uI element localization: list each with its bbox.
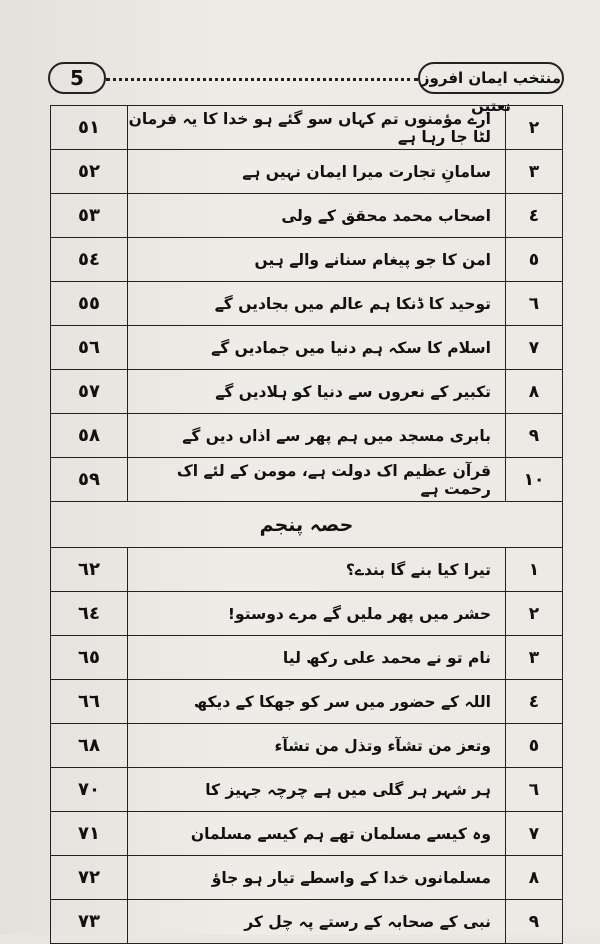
entry-title: اسلام کا سکہ ہم دنیا میں جمادیں گے (128, 326, 506, 370)
page-ref: ٥٨ (51, 414, 128, 458)
section-row (51, 502, 563, 548)
entry-title: اصحاب محمد محقق کے ولی (128, 194, 506, 238)
page-ref: ٥١ (51, 106, 128, 150)
header-dotted-line (106, 78, 418, 81)
page-ref: ٧٠ (51, 768, 128, 812)
contents-row (51, 370, 563, 414)
entry-title: بابری مسجد میں ہم پھر سے اذاں دیں گے (128, 414, 506, 458)
entry-index: ٦ (506, 282, 563, 326)
contents-table (50, 105, 563, 944)
page-ref: ٦٤ (51, 592, 128, 636)
page-ref: ٥٥ (51, 282, 128, 326)
entry-title: توحید کا ڈنکا ہم عالم میں بجادیں گے (128, 282, 506, 326)
page-ref: ٥٢ (51, 150, 128, 194)
contents-row (51, 238, 563, 282)
entry-index: ٥ (506, 238, 563, 282)
entry-title: وہ کیسے مسلمان تھے ہم کیسے مسلمان (128, 812, 506, 856)
page-ref: ٥٦ (51, 326, 128, 370)
entry-index: ٩ (506, 414, 563, 458)
contents-row (51, 636, 563, 680)
entry-title: اللہ کے حضور میں سر کو جھکا کے دیکھ (128, 680, 506, 724)
entry-index: ٢ (506, 106, 563, 150)
entry-index: ٤ (506, 680, 563, 724)
entry-index: ٩ (506, 900, 563, 944)
contents-row (51, 724, 563, 768)
entry-title: امن کا جو پیغام سنانے والے ہیں (128, 238, 506, 282)
entry-title: وتعز من تشآء وتذل من تشآء (128, 724, 506, 768)
page-ref: ٧١ (51, 812, 128, 856)
page-ref: ٧٣ (51, 900, 128, 944)
entry-index: ٤ (506, 194, 563, 238)
entry-index: ٢ (506, 592, 563, 636)
entry-index: ٥ (506, 724, 563, 768)
entry-index: ٨ (506, 370, 563, 414)
contents-row (51, 592, 563, 636)
contents-row (51, 106, 563, 150)
page-ref: ٥٤ (51, 238, 128, 282)
contents-row (51, 856, 563, 900)
entry-title: نام تو نے محمد علی رکھ لیا (128, 636, 506, 680)
entry-index: ١ (506, 548, 563, 592)
entry-index: ٦ (506, 768, 563, 812)
entry-title: سامانِ تجارت میرا ایمان نہیں ہے (128, 150, 506, 194)
contents-row (51, 150, 563, 194)
entry-title: قرآن عظیم اک دولت ہے، مومن کے لئے اک رحمت ہے (128, 458, 506, 502)
contents-row (51, 900, 563, 944)
contents-row (51, 548, 563, 592)
entry-title: ارے مؤمنوں تم کہاں سو گئے ہو خدا کا یہ فرمان لٹا جا رہا ہے (128, 106, 506, 150)
page-ref: ٦٢ (51, 548, 128, 592)
page-number: 5 (48, 62, 106, 94)
section-heading: حصہ پنجم (51, 502, 563, 548)
entry-title: ہر شہر ہر گلی میں ہے چرچہ جہیز کا (128, 768, 506, 812)
page-ref: ٥٧ (51, 370, 128, 414)
page-ref: ٦٦ (51, 680, 128, 724)
contents-row (51, 680, 563, 724)
page-ref: ٥٣ (51, 194, 128, 238)
contents-row (51, 326, 563, 370)
contents-row (51, 194, 563, 238)
page-ref: ٦٥ (51, 636, 128, 680)
contents-row (51, 812, 563, 856)
entry-title: حشر میں پھر ملیں گے مرے دوستو! (128, 592, 506, 636)
entry-index: ٧ (506, 326, 563, 370)
entry-title: تیرا کیا بنے گا بندے؟ (128, 548, 506, 592)
page-header (48, 62, 564, 115)
contents-row (51, 414, 563, 458)
page-ref: ٦٨ (51, 724, 128, 768)
entry-index: ٣ (506, 636, 563, 680)
entry-index: ١٠ (506, 458, 563, 502)
page-ref: ٧٢ (51, 856, 128, 900)
contents-row (51, 282, 563, 326)
entry-index: ٨ (506, 856, 563, 900)
running-title: منتخب ایمان افروز نعتیں (418, 62, 564, 94)
contents-row (51, 768, 563, 812)
entry-title: نبی کے صحابہ کے رستے پہ چل کر (128, 900, 506, 944)
entry-title: مسلمانوں خدا کے واسطے تیار ہو جاؤ (128, 856, 506, 900)
page-ref: ٥٩ (51, 458, 128, 502)
contents-row (51, 458, 563, 502)
entry-index: ٣ (506, 150, 563, 194)
entry-title: تکبیر کے نعروں سے دنیا کو ہلادیں گے (128, 370, 506, 414)
entry-index: ٧ (506, 812, 563, 856)
